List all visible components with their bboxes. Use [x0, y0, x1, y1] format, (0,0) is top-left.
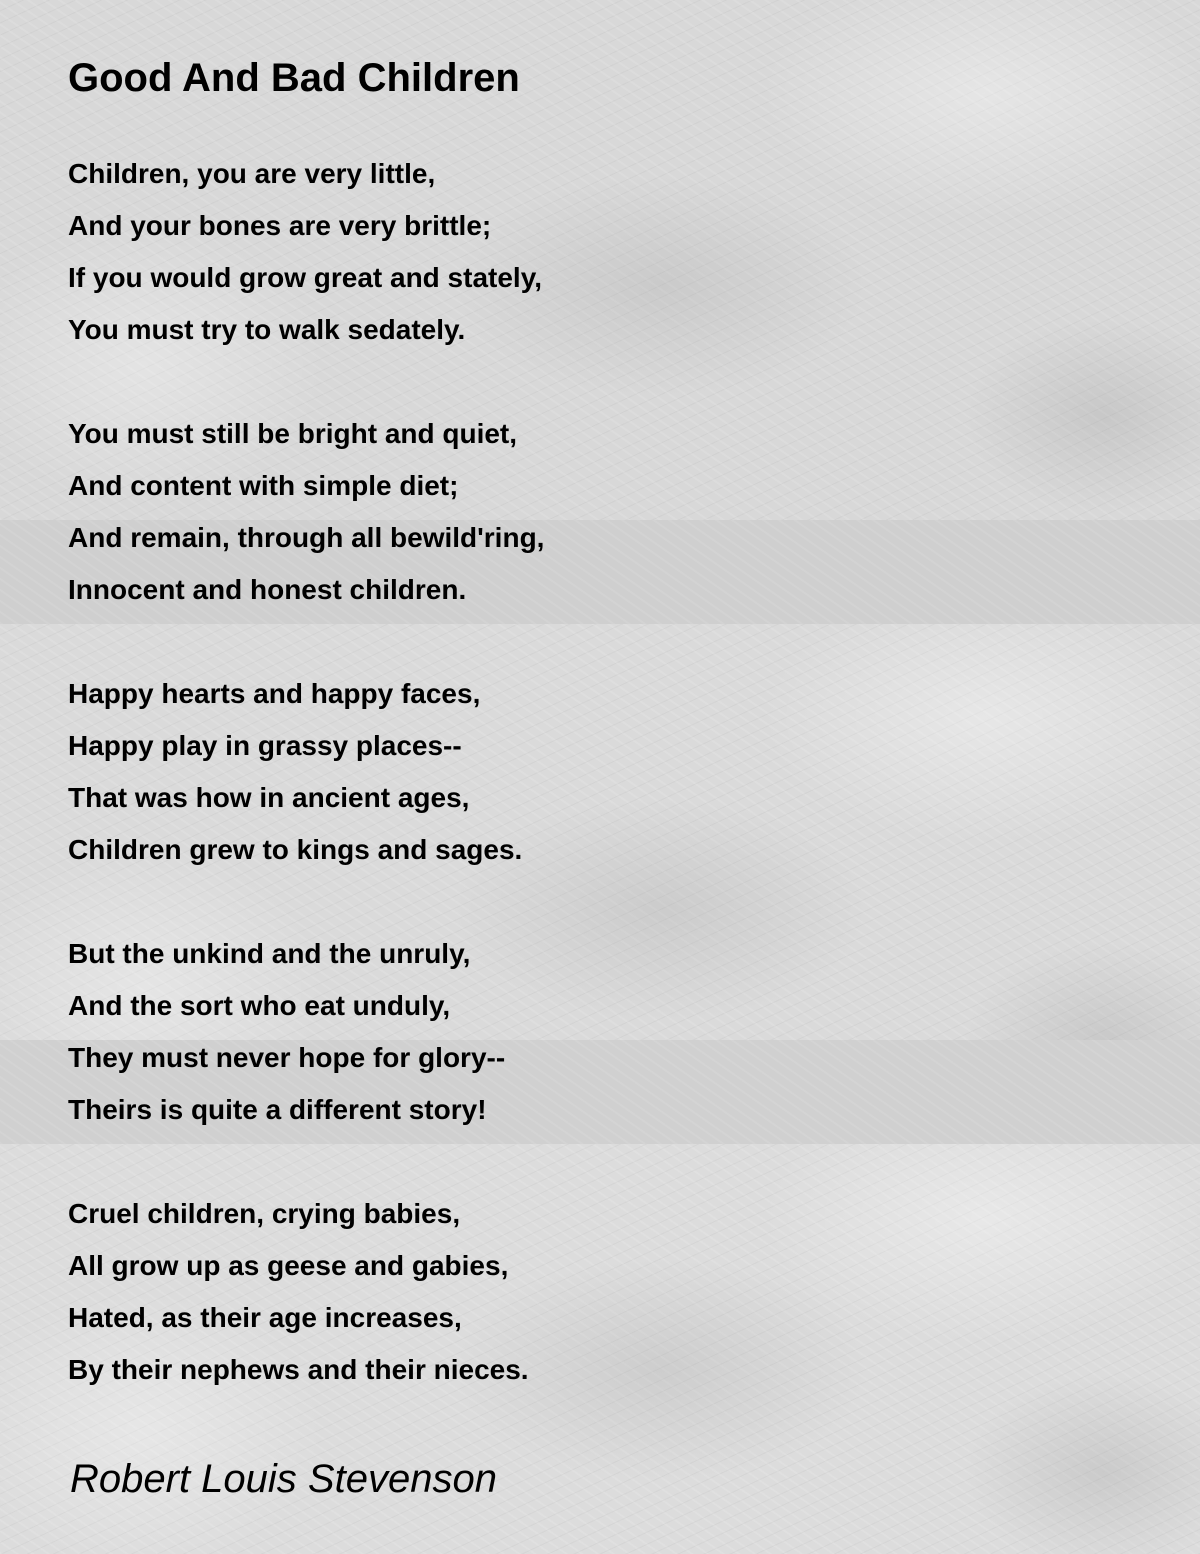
- poem-line: By their nephews and their nieces.: [68, 1354, 529, 1385]
- poem-line: If you would grow great and stately,: [68, 262, 542, 293]
- stanza-1: [68, 148, 544, 356]
- poem-line: But the unkind and the unruly,: [68, 938, 471, 969]
- stanza-2: [68, 408, 544, 616]
- poem-line: Happy hearts and happy faces,: [68, 678, 481, 709]
- poem-line: Hated, as their age increases,: [68, 1302, 462, 1333]
- poem-line: They must never hope for glory--: [68, 1042, 506, 1073]
- poem-line: Children, you are very little,: [68, 158, 436, 189]
- poem-title: Good And Bad Children: [68, 56, 520, 100]
- poem-line: And remain, through all bewild'ring,: [68, 522, 545, 553]
- poem-line: You must try to walk sedately.: [68, 314, 466, 345]
- poem-line: And the sort who eat unduly,: [68, 990, 451, 1021]
- poem-line: You must still be bright and quiet,: [68, 418, 518, 449]
- poem-line: All grow up as geese and gabies,: [68, 1250, 509, 1281]
- poem-line: Cruel children, crying babies,: [68, 1198, 461, 1229]
- stanza-3: [68, 668, 544, 876]
- poem-line: Happy play in grassy places--: [68, 730, 462, 761]
- poem-line: Children grew to kings and sages.: [68, 834, 523, 865]
- poem-line: And content with simple diet;: [68, 470, 459, 501]
- poem-line: That was how in ancient ages,: [68, 782, 470, 813]
- stanza-4: [68, 928, 544, 1136]
- poem-line: Theirs is quite a different story!: [68, 1094, 487, 1125]
- stanza-5: [68, 1188, 544, 1396]
- poem-author: Robert Louis Stevenson: [70, 1457, 497, 1501]
- poem-line: And your bones are very brittle;: [68, 210, 492, 241]
- poem-line: Innocent and honest children.: [68, 574, 467, 605]
- poem-body: [68, 148, 544, 1448]
